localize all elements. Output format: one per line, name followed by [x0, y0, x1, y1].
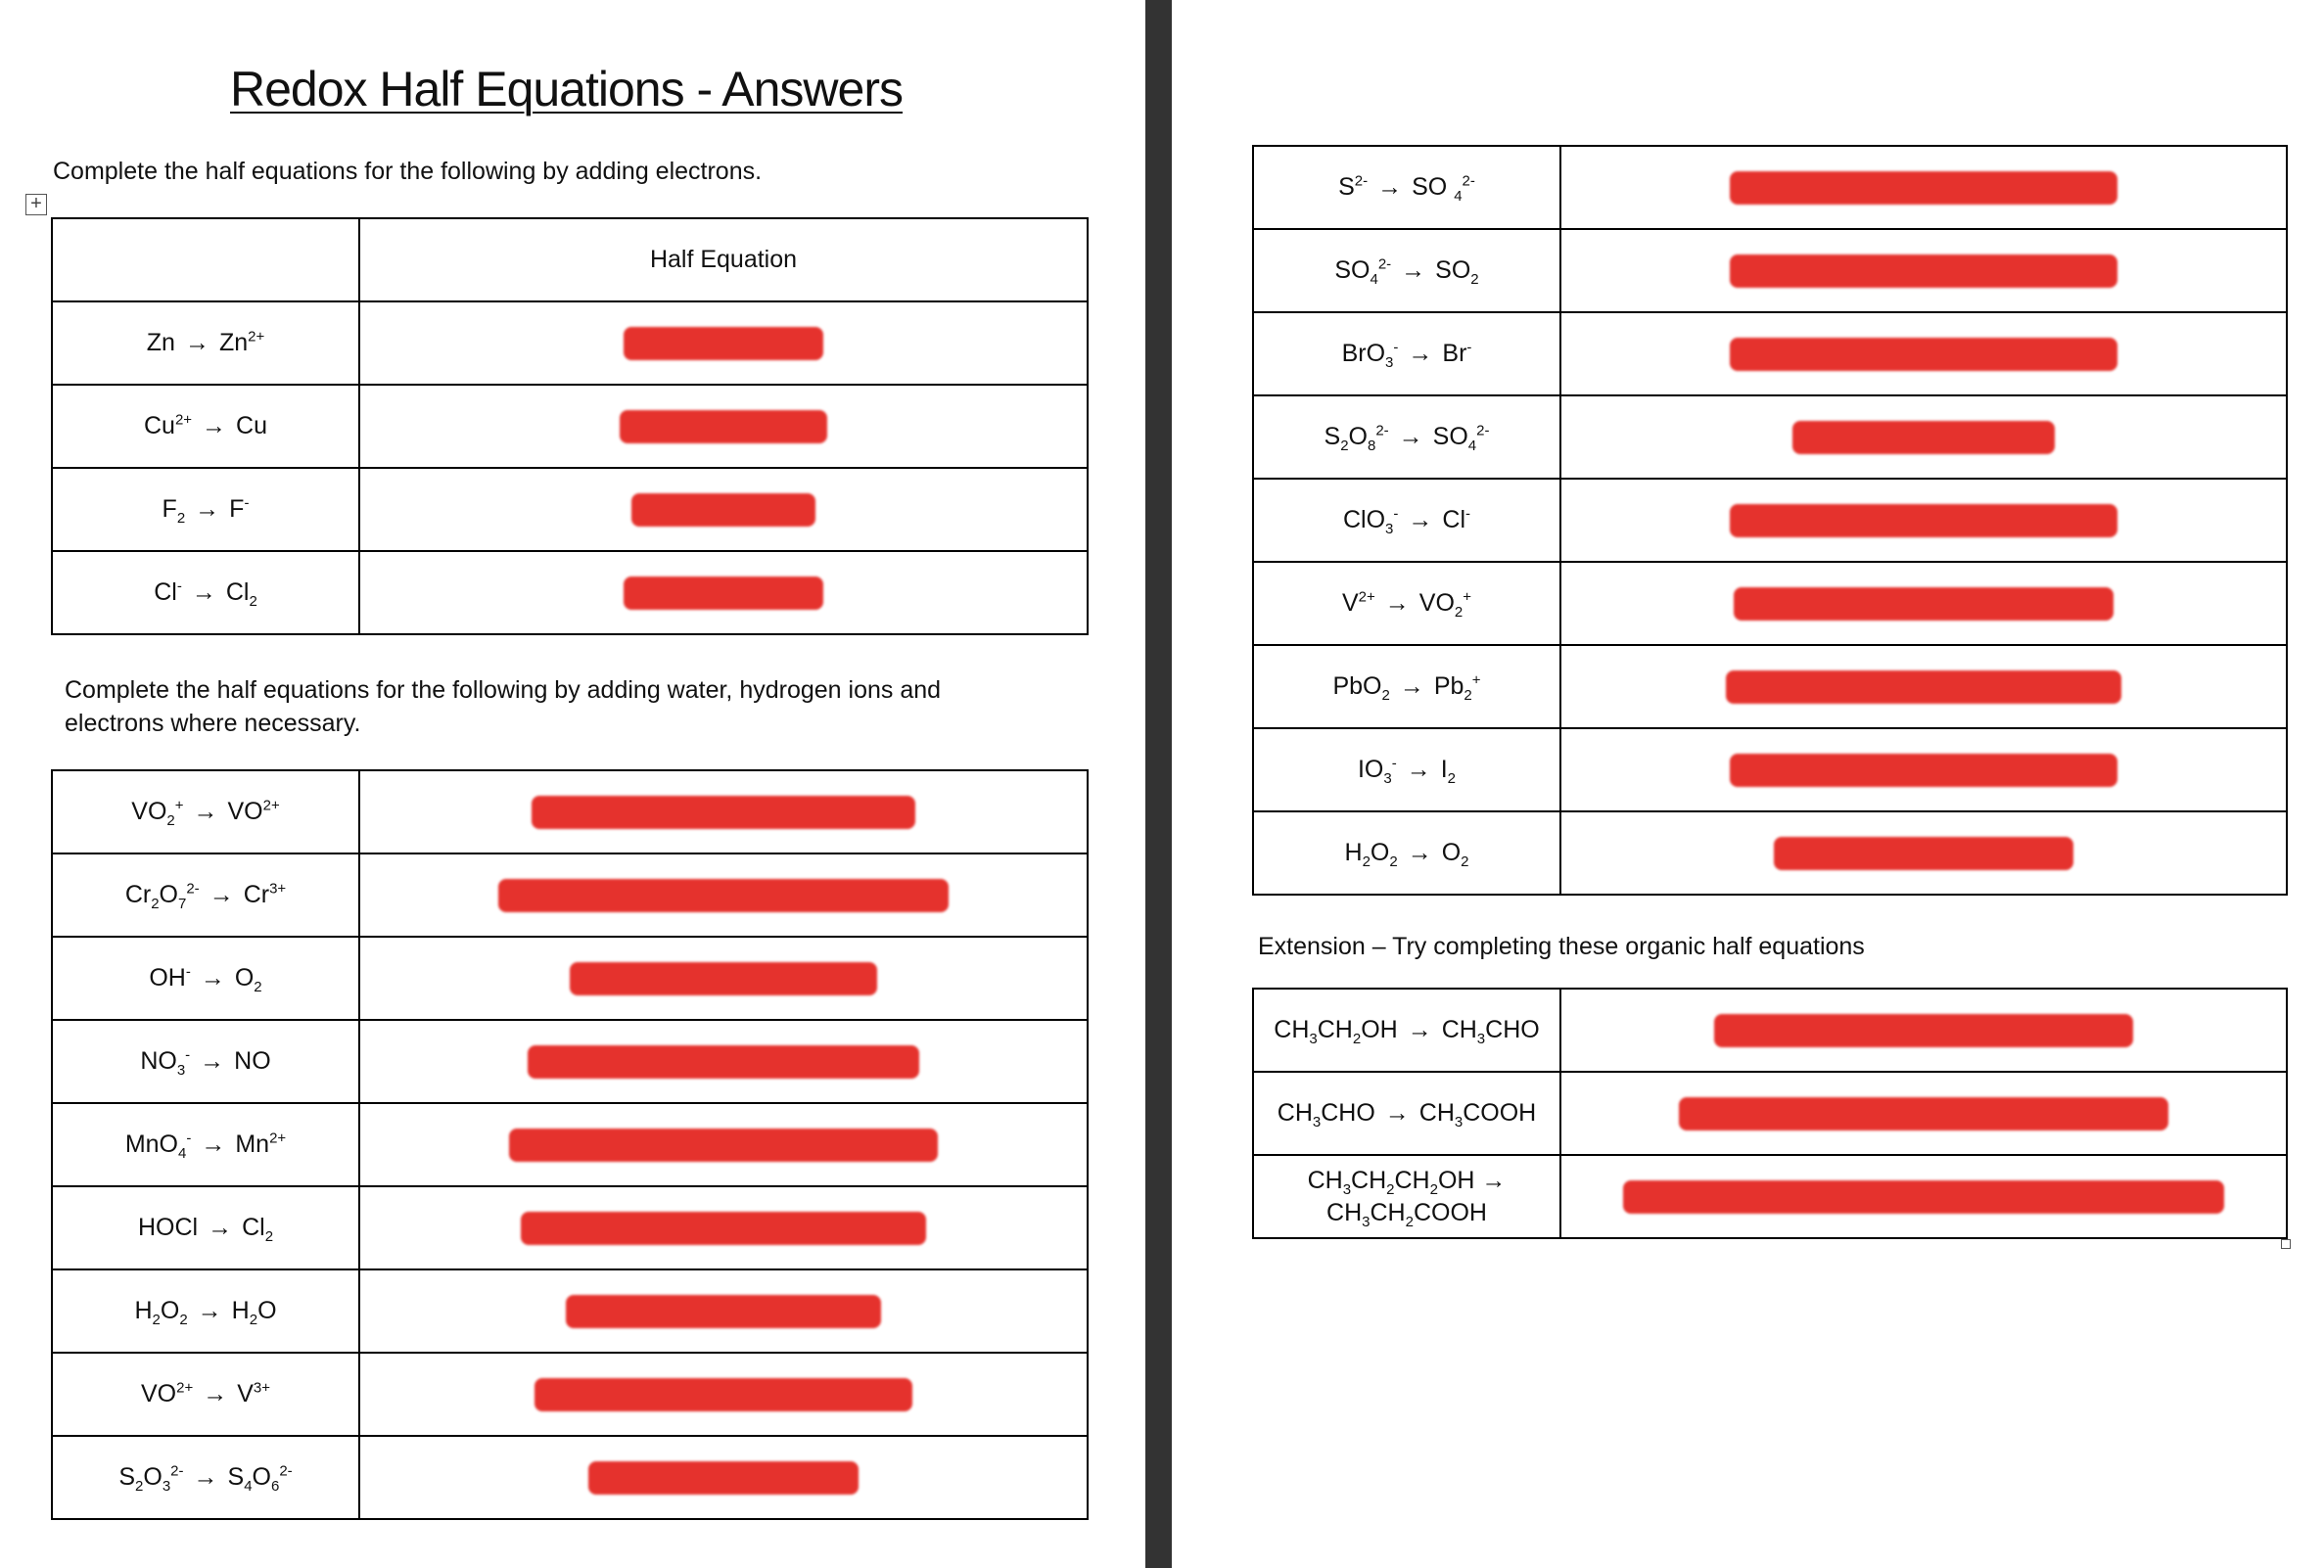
table-row — [1253, 645, 2287, 728]
table-row — [52, 468, 1088, 551]
electrons-table — [51, 217, 1089, 635]
table-row — [52, 853, 1088, 937]
table-row — [1253, 989, 2287, 1072]
table-row — [52, 1269, 1088, 1353]
redacted-answer — [1560, 146, 2287, 229]
redacted-answer — [1560, 1155, 2287, 1238]
reaction-cell: $Cl^- \to Cl_2$ — [52, 551, 359, 634]
redacted-answer — [1560, 1072, 2287, 1155]
reaction-cell: $CH_3CH_2OH \to CH_3CHO$ — [1253, 989, 1560, 1072]
reaction-cell: $PbO_2 \to Pb_2^+$ — [1253, 645, 1560, 728]
reaction-cell: $H_2O_2 \to H_2O$ — [52, 1269, 359, 1353]
table-row — [52, 1436, 1088, 1519]
table-row — [52, 1353, 1088, 1436]
redacted-answer — [359, 385, 1088, 468]
redacted-answer — [1560, 811, 2287, 895]
reaction-cell: $CH_3CH_2CH_2OH$ → $CH_3CH_2COOH$ — [1253, 1155, 1560, 1238]
redacted-answer — [359, 551, 1088, 634]
table-row — [1253, 479, 2287, 562]
redacted-answer — [1560, 229, 2287, 312]
reaction-cell: $MnO_4^- \to Mn^{2+}$ — [52, 1103, 359, 1186]
reaction-cell: ClO$_3$- → Cl- — [1253, 479, 1560, 562]
reaction-cell: $Cu^{2+} \to Cu$ — [52, 385, 359, 468]
organic-table — [1252, 988, 2288, 1239]
table-row — [1253, 1155, 2287, 1238]
table-move-handle-icon[interactable]: + — [25, 194, 47, 215]
left-page — [0, 0, 1145, 1568]
redacted-answer — [359, 853, 1088, 937]
reaction-cell: $S^{2-}$ → SO $_4^{2-}$ — [1253, 146, 1560, 229]
reaction-cell: $Cr_2O_7^{2-} \to Cr^{3+}$ — [52, 853, 359, 937]
redacted-answer — [359, 468, 1088, 551]
reaction-cell: HOCl → $Cl_2$ — [52, 1186, 359, 1269]
redacted-answer — [1560, 645, 2287, 728]
table-row — [1253, 1072, 2287, 1155]
reaction-cell: $OH^- \to O_2$ — [52, 937, 359, 1020]
table-header-row — [52, 218, 1088, 301]
table-row — [52, 937, 1088, 1020]
reaction-cell: $VO^{2+} \to V^{3+}$ — [52, 1353, 359, 1436]
table-row — [52, 385, 1088, 468]
instruction-water: Complete the half equations for the following by adding water, hydrogen ions and electrons where necessary. — [65, 676, 942, 737]
reaction-cell: $H_2O_2 \to O_2$ — [1253, 811, 1560, 895]
water-hydrogen-table — [51, 769, 1089, 1520]
table-row — [1253, 395, 2287, 479]
instruction-electrons: Complete the half equations for the following by adding electrons. — [53, 158, 763, 185]
table-row — [52, 1103, 1088, 1186]
page-title: Redox Half Equations - Answers — [229, 62, 904, 116]
table-row — [52, 1186, 1088, 1269]
redacted-answer — [1560, 728, 2287, 811]
table-row — [52, 1020, 1088, 1103]
reaction-cell: $S_2O_3^{2-} \to S_4O_6^{2-}$ — [52, 1436, 359, 1519]
redacted-answer — [1560, 562, 2287, 645]
reaction-cell: $F_2 \to F^-$ — [52, 468, 359, 551]
table-row — [1253, 229, 2287, 312]
reaction-cell: BrO$_3$- → Br- — [1253, 312, 1560, 395]
table-row — [1253, 728, 2287, 811]
table-row — [52, 770, 1088, 853]
redacted-answer — [359, 770, 1088, 853]
inorganic-table-continued — [1252, 145, 2288, 896]
reaction-cell: $CH_3CHO$ → $CH_3COOH$ — [1253, 1072, 1560, 1155]
redacted-answer — [359, 1020, 1088, 1103]
reaction-cell: $NO_3^-$ → NO — [52, 1020, 359, 1103]
redacted-answer — [359, 1353, 1088, 1436]
header-reaction-cell — [52, 218, 359, 301]
reaction-cell: $SO_4^{2-} \to SO_2$ — [1253, 229, 1560, 312]
redacted-answer — [1560, 989, 2287, 1072]
redacted-answer — [359, 1269, 1088, 1353]
redacted-answer — [1560, 312, 2287, 395]
redacted-answer — [1560, 479, 2287, 562]
table-row — [1253, 312, 2287, 395]
reaction-cell: $S_2O_8^{2-} \to SO_4^{2-}$ — [1253, 395, 1560, 479]
reaction-cell: $IO_3^- \to I_2$ — [1253, 728, 1560, 811]
redacted-answer — [359, 1436, 1088, 1519]
header-half-equation: Half Equation — [359, 218, 1088, 301]
redacted-answer — [1560, 395, 2287, 479]
table-row — [52, 551, 1088, 634]
table-row — [1253, 562, 2287, 645]
table-resize-handle-icon[interactable] — [2281, 1239, 2291, 1249]
redacted-answer — [359, 1186, 1088, 1269]
redacted-answer — [359, 1103, 1088, 1186]
redacted-answer — [359, 301, 1088, 385]
right-page — [1172, 0, 2324, 1568]
extension-instruction: Extension – Try completing these organic half equations — [1258, 933, 1865, 960]
table-row — [52, 301, 1088, 385]
page-divider — [1145, 0, 1172, 1568]
reaction-cell: $Zn \to Zn^{2+}$ — [52, 301, 359, 385]
redacted-answer — [359, 937, 1088, 1020]
reaction-cell: $V^{2+} \to VO_2^+$ — [1253, 562, 1560, 645]
reaction-cell: $VO_2^+ \to VO^{2+}$ — [52, 770, 359, 853]
table-row — [1253, 811, 2287, 895]
table-row — [1253, 146, 2287, 229]
